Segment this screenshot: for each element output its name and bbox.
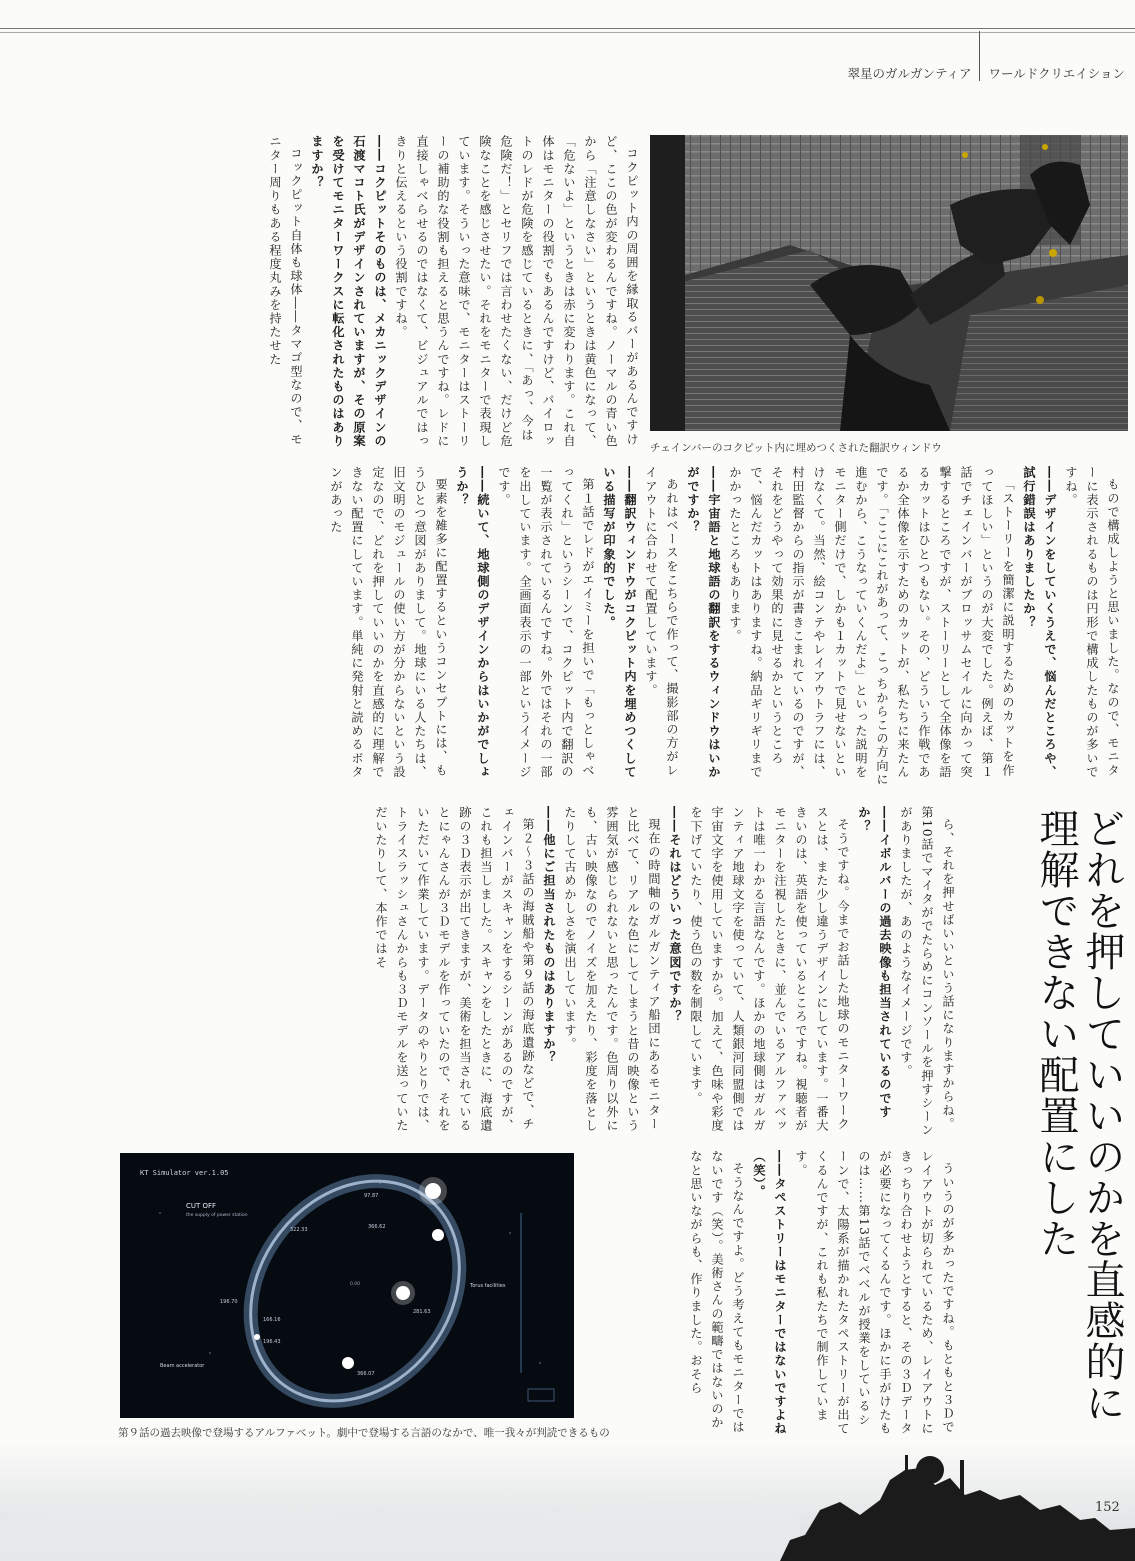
interview-question: ――続いて、地球側のデザインからはいかがでしょうか？ (455, 466, 490, 779)
article-column-lower (318, 806, 958, 1138)
skyline-silhouette (0, 1440, 1135, 1561)
paragraph: もので構成しようと思いました。なので、モニターに表示されるものは円形で構成したものが多いですね。 (1064, 466, 1120, 779)
simulator-illustration (120, 1153, 574, 1418)
sim-value: 166.16 (263, 1317, 281, 1323)
sim-label-supply: the supply of power station (186, 1213, 248, 1218)
cockpit-photo (650, 135, 1128, 431)
interview-question: ――翻訳ウィンドウがコクピット内を埋めつくしている描写が印象的でした。 (602, 466, 637, 779)
paragraph: 第１話でレドがエイミーを担いで「もっとしゃべってくれ」というシーンで、コクピット内で翻訳の一覧が表示されているんですね。外ではそれの一部を出しています。全画面表示の一部というイメージです。 (497, 466, 595, 779)
article-column-middle (118, 466, 1123, 788)
sim-value: 0.00 (350, 1282, 361, 1287)
interview-question: ――イボルバーの過去映像も担当されているのですか？ (857, 806, 892, 1119)
sim-value: 97.87 (364, 1193, 379, 1199)
paragraph: 要素を雑多に配置するというコンセプトには、もうひとつ意図がありまして。地球にいる人たちは、旧文明のモジュールの使い方が分からないという設定なので、どれを押していいのかを直感的に理解できない配置にしています。単純に発射と読めるボタンがあった (329, 466, 448, 779)
paragraph: あれはベースをこちらで作って、撮影部の方がレイアウトに合わせて配置しています。 (644, 466, 679, 778)
interview-question: ――宇宙語と地球語の翻訳をするウィンドウはいかがですか？ (686, 466, 721, 779)
interview-question: ――デザインをしていくうえで、悩んだところや、試行錯誤はありましたか？ (1022, 466, 1057, 779)
pull-quote-headline: どれを押していいのかを直感的に理解できない配置にした (1033, 808, 1125, 1423)
paragraph: コックピット自体も球体――タマゴ型なので、モニター周りもある程度丸みを持たせた (268, 135, 303, 447)
sim-value: 196.70 (220, 1299, 238, 1305)
simulator-photo (120, 1153, 574, 1418)
paragraph: 第２～３話の海賊船や第９話の海底遺跡などで、チェインバーがスキャンをするシーンがあるのですが、これも担当しました。スキャンをしたときに、海底遺跡の３Ｄ表示が出てきますが、美術を担当されているとにゃんさんが３Ｄモデルを作っていたので、それをいただいて作業しています。データのやりとりでは、トライスラッシュさんからも３Ｄモデルを送っていただいたりして、本作ではそ (374, 806, 535, 1133)
interview-question: ――それはどういった意図ですか？ (668, 806, 682, 1024)
book-title: 翠星のガルガンティア (847, 66, 972, 81)
paragraph: コクピット内の周囲を縁取るバーがあるんですけど、ここの色が変わるんですね。ノーマルの青い色から「注意しなさい」というときは黄色になって、「危ないよ」というときは赤に変わります。これ自体はモニターの役割でもあるんですけど、パイロットのレドが危険を感じているときに、「あっ、今は危険だ！」とセリフでは言わせたくない、だけど危険なことを感じさせたい。それをモニターで表現しています。そういった意味で、モニターはストーリーの補助的な役割も担えると思うんですね。レドに直接しゃべらせるのではなくて、ビジュアルではっきりと伝えるという役割ですね。 (394, 135, 639, 448)
top-rule-secondary (0, 32, 1135, 33)
paragraph: そうなんですよ。どう考えてもモニターではないです（笑）。美術さんの範疇ではないのかなと思いながらも、作りました。おそら (689, 1150, 745, 1435)
interview-question: ――コクピットそのものは、メカニックデザインの石渡マコト氏がデザインされていますが、その原案を受けてモニターワークスに転化されたものはありますか？ (310, 135, 387, 448)
running-header (780, 64, 1125, 82)
paragraph: 「ストーリーを簡潔に説明するためのカットを作ってほしい」というのが大変でした。例えば、第１話でチェインバーがブロッサムセイルに向かって突撃するところですが、ストーリーとして全体像を語るカットはひとつもない。その、どういう作戦であるか全体像を示すためのカットが、私たちに来たんです。「ここにこれがあって、こっちからこの方向に進むから、こうなっていくんだよ」といった説明をモニター側だけで、しかも１カットで見せないといけなくて。当然、絵コンテやレイアウトラフには、村田監督からの指示が書きこまれているのですが、それをどうやって効果的に見せるかというところで、悩んだカットはありますね。納品ギリギリまでかかったところもあります。 (728, 466, 1015, 787)
interview-question: ――タペストリーはモニターではないですよね（笑）。 (752, 1150, 787, 1436)
paragraph: そうですね。今までお話した地球のモニターワークスとは、また少し違うデザインにしています。一番大きいのは、英語を使っているところですね。視聴者がモニターを注視したときに、並んでいるアルファベットは唯一わかる言語なんです。ほかの地球側はガルガンティア地球文字を使っていて、人類銀河同盟側では宇宙文字を使用していますから。加えて、色味や彩度を下げていたり、使う色の数を制限しています。 (689, 806, 850, 1133)
article-column-bottom-right (600, 1150, 958, 1440)
sim-value: 281.63 (413, 1309, 431, 1315)
cockpit-caption: チェインバーのコクピット内に埋めつくされた翻訳ウィンドウ (650, 442, 942, 454)
page-number: 152 (1095, 1500, 1120, 1515)
top-rule (0, 28, 1135, 29)
interview-question: ――他にご担当されたものはありますか？ (542, 806, 556, 1065)
sim-value: 366.62 (368, 1224, 386, 1230)
section-title: ワールドクリエイション (988, 66, 1125, 81)
header-divider (979, 31, 980, 81)
paragraph: 現在の時間軸のガルガンティア船団にあるモニターと比べて、リアルな色にしてしまうと昔の映像という雰囲気が感じられないと思ったんです。色周り以外にも、古い映像なのでノイズを加えたり、彩度を落としたりして古めかしさを演出しています。 (563, 806, 661, 1133)
paragraph: ら、それを押せばいいという話になりますからね。第10話でマイタがでたらめにコンソールを押すシーンがありましたが、あのようなイメージです。 (899, 806, 955, 1138)
sim-value: 322.33 (290, 1227, 308, 1233)
cockpit-illustration (650, 135, 1128, 431)
sim-value: 366.07 (357, 1371, 375, 1377)
sim-title: KT Simulator ver.1.05 (140, 1169, 229, 1177)
sim-label-beam: Beam accelerator (160, 1363, 205, 1369)
sim-value: 196.43 (263, 1339, 281, 1345)
article-column-top-left (120, 135, 642, 455)
simulator-caption: 第９話の過去映像で登場するアルファベット。劇中で登場する言語のなかで、唯一我々が判読できるもの (118, 1427, 610, 1439)
sim-label-torus: Torus facilities (470, 1283, 506, 1289)
paragraph: ういうのが多かったですね。もともと３Ｄでレイアウトが切られているため、レイアウトにきっちり合わせようとすると、その３Ｄデータが必要になってくるんです。ほかに手がけたものは……第13話でベベルが授業をしているシーンで、太陽系が描かれたタペストリーが出てくるんですが、これも私たちで制作しています。 (794, 1150, 955, 1436)
sim-label-cutoff: CUT OFF (186, 1202, 217, 1210)
